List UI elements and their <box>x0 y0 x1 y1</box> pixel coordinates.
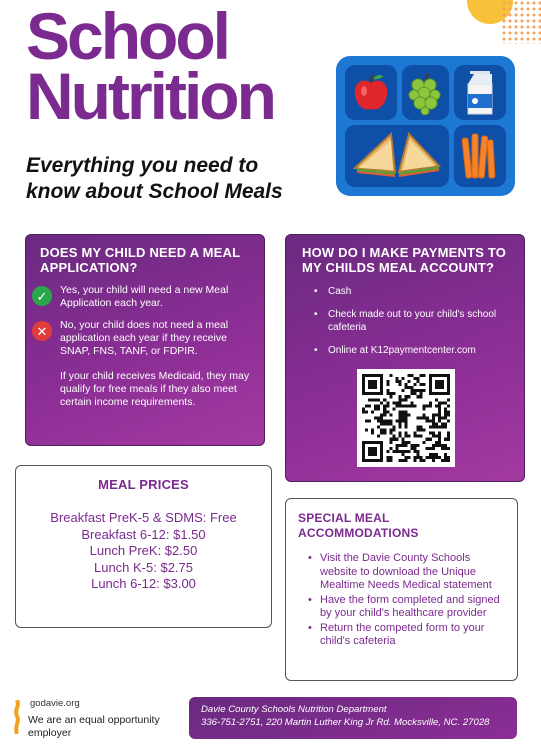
payment-method-online[interactable]: • Online at K12paymentcenter.com <box>314 344 508 357</box>
special-accommodations-list <box>308 552 505 649</box>
title-line-1: School <box>26 0 229 73</box>
no-answer-text: No, your child does not need a meal application each year if they receive SNAP, FNS, TANF, or FDPIR. <box>60 319 229 357</box>
price-line: Lunch PreK: $2.50 <box>89 543 198 558</box>
special-accommodations-card <box>285 498 518 681</box>
payments-card <box>285 234 525 482</box>
price-line: Lunch K-5: $2.75 <box>93 559 194 575</box>
title-line-2: Nutrition <box>26 59 274 133</box>
grapes-cell <box>402 65 449 120</box>
yes-answer-text: Yes, your child will need a new Meal Application each year. <box>60 284 229 309</box>
website-link[interactable]: godavie.org <box>30 698 80 709</box>
x-icon: ✕ <box>32 321 52 341</box>
meal-prices-card <box>15 465 272 628</box>
apple-cell <box>345 65 397 120</box>
price-line: Lunch 6-12: $3.00 <box>91 576 196 591</box>
milk-carton-icon <box>462 70 498 116</box>
accommodation-step: • Return the competed form to your child's cafeteria <box>308 622 505 649</box>
equal-opportunity-statement: We are an equal opportunity employer <box>28 714 160 739</box>
page-subtitle <box>26 153 283 205</box>
subtitle-line-1: Everything you need to <box>26 154 259 177</box>
medicaid-note: If your child receives Medicaid, they may qualify for free meals if they also meet certain income requirements. <box>60 370 250 408</box>
apple-icon <box>349 71 393 115</box>
lunch-tray-illustration <box>336 56 515 196</box>
special-accommodations-heading: SPECIAL MEAL ACCOMMODATIONS <box>298 511 419 540</box>
accommodation-step: • Have the form completed and signed by your child's healthcare provider <box>308 594 505 621</box>
dot-grid-decoration <box>501 0 541 44</box>
check-icon: ✓ <box>32 286 52 306</box>
qr-code-graphic <box>362 374 450 462</box>
accommodation-step: • Visit the Davie County Schools website to download the Unique Mealtime Needs Medical statement <box>308 552 505 593</box>
contact-info: 336-751-2751, 220 Martin Luther King Jr Rd. Mocksville, NC. 27028 <box>201 717 490 728</box>
payment-method-check: • Check made out to your child's school cafeteria <box>314 308 508 334</box>
payments-heading: HOW DO I MAKE PAYMENTS TO MY CHILDS MEAL ACCOUNT? <box>302 245 507 275</box>
meal-prices-list <box>26 510 261 593</box>
sandwich-cell <box>345 125 449 187</box>
page-title <box>26 0 274 133</box>
sandwich-icon <box>351 128 443 184</box>
grapes-icon <box>408 71 444 115</box>
subtitle-line-2: know about School Meals <box>26 180 283 203</box>
no-answer <box>36 319 250 358</box>
meal-application-card <box>25 234 265 446</box>
meal-application-heading: DOES MY CHILD NEED A MEAL APPLICATION? <box>40 245 241 275</box>
payment-methods-list <box>314 285 508 357</box>
contact-box <box>189 697 517 739</box>
meal-prices-heading: MEAL PRICES <box>98 477 189 492</box>
decorative-dots <box>431 0 541 48</box>
payment-method-cash: • Cash <box>314 285 508 298</box>
price-line: Breakfast 6-12: $1.50 <box>81 526 206 542</box>
qr-code[interactable] <box>357 369 455 467</box>
yes-answer <box>36 284 250 310</box>
department-name: Davie County Schools Nutrition Department <box>201 704 387 715</box>
carrot-sticks-icon <box>460 130 500 182</box>
godavie-logo-icon <box>14 700 20 734</box>
price-line: Breakfast PreK-5 & SDMS: Free <box>50 510 237 525</box>
carrots-cell <box>454 125 506 187</box>
milk-cell <box>454 65 506 120</box>
